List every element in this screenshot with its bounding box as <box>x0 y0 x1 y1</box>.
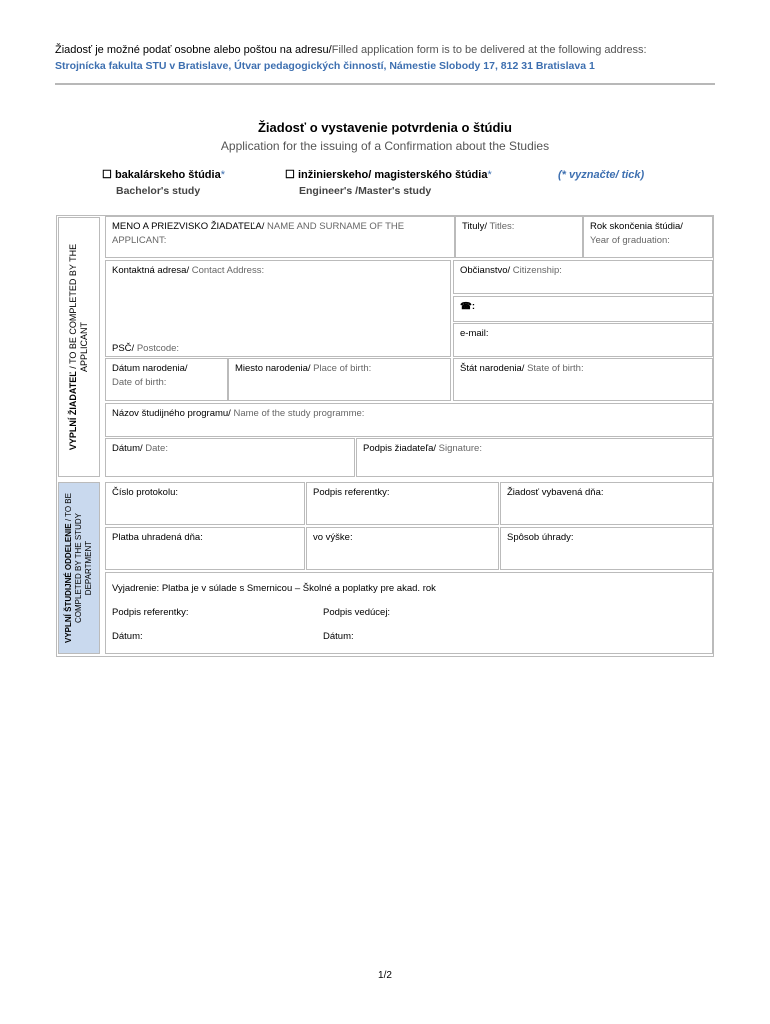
clerk-signature-field[interactable]: Podpis referentky: <box>306 482 499 525</box>
department-label-line3: DEPARTMENT <box>84 540 93 596</box>
payment-date-field[interactable]: Platba uhradená dňa: <box>105 527 305 570</box>
study-programme-field[interactable]: Názov študijného programu/ Name of the study programme: <box>105 403 713 437</box>
department-label-line1: VYPLNÍ ŠTUDIJNÉ ODDELENIE / TO BE <box>64 493 73 643</box>
applicant-section-label <box>58 217 100 477</box>
delivery-instruction <box>55 44 647 56</box>
engineer-label: inžinierskeho/ magisterského štúdia <box>297 169 488 181</box>
document-title-sk: Žiadosť o vystavenie potvrdenia o štúdiu <box>257 120 512 135</box>
payment-amount-field[interactable]: vo výške: <box>306 527 499 570</box>
date-of-birth-field[interactable]: Dátum narodenia/ Date of birth: <box>105 358 228 401</box>
applicant-label-line1: VYPLNÍ ŽIADATEĽ / TO BE COMPLETED BY THE <box>68 243 78 451</box>
bachelor-label-en: Bachelor's study <box>116 185 201 197</box>
required-asterisk: * <box>220 169 225 181</box>
email-field[interactable]: e-mail: <box>453 323 713 357</box>
phone-icon: ☎ <box>460 301 472 312</box>
header-divider <box>55 83 715 85</box>
protocol-number-field[interactable]: Číslo protokolu: <box>105 482 305 525</box>
head-date-label: Dátum: <box>323 631 354 642</box>
engineer-option[interactable] <box>285 168 492 181</box>
phone-field[interactable]: ☎: <box>453 296 713 322</box>
titles-field[interactable]: Tituly/ Titles: <box>455 216 583 258</box>
clerk-signature-label: Podpis referentky: <box>112 607 189 618</box>
delivery-instruction-en: Filled application form is to be delivered at the following address: <box>331 44 647 56</box>
department-label-line2: COMPLETED BY THE STUDY <box>74 513 83 623</box>
graduation-year-field[interactable]: Rok skončenia štúdia/ Year of graduation: <box>583 216 713 258</box>
bachelor-option[interactable] <box>102 168 225 181</box>
citizenship-field[interactable]: Občianstvo/ Citizenship: <box>453 260 713 294</box>
required-asterisk: * <box>487 169 492 181</box>
delivery-address: Strojnícka fakulta STU v Bratislave, Útvar pedagogických činností, Námestie Slobody 17, 812 31 Bratislava 1 <box>55 60 595 72</box>
engineer-checkbox[interactable]: ☐ <box>285 169 295 181</box>
bachelor-checkbox[interactable]: ☐ <box>102 169 112 181</box>
state-of-birth-field[interactable]: Štát narodenia/ State of birth: <box>453 358 713 401</box>
place-of-birth-field[interactable]: Miesto narodenia/ Place of birth: <box>228 358 451 401</box>
payment-method-field[interactable]: Spôsob úhrady: <box>500 527 713 570</box>
delivery-instruction-sk: Žiadosť je možné podať osobne alebo poštou na adresu/ <box>55 44 332 56</box>
page-number: 1/2 <box>378 970 392 981</box>
department-section-label <box>58 482 100 654</box>
postcode-field[interactable]: PSČ/ Postcode: <box>112 343 180 354</box>
applicant-signature-field[interactable]: Podpis žiadateľa/ Signature: <box>356 438 713 477</box>
engineer-label-en: Engineer's /Master's study <box>299 185 432 197</box>
tick-note: (* vyznačte/ tick) <box>558 169 645 181</box>
document-title-en: Application for the issuing of a Confirmation about the Studies <box>220 139 550 153</box>
applicant-date-field[interactable]: Dátum/ Date: <box>105 438 355 477</box>
applicant-name-field[interactable]: MENO A PRIEZVISKO ŽIADATEĽA/ NAME AND SURNAME OF THE APPLICANT: <box>105 216 455 258</box>
contact-address-field[interactable]: Kontaktná adresa/ Contact Address: <box>105 260 451 357</box>
head-signature-label: Podpis vedúcej: <box>323 607 391 618</box>
applicant-label-line2: APPLICANT <box>79 322 89 373</box>
payment-statement: Vyjadrenie: Platba je v súlade s Smernicou – Školné a poplatky pre akad. rok <box>112 583 436 594</box>
bachelor-label: bakalárskeho štúdia <box>114 169 221 181</box>
processed-on-field[interactable]: Žiadosť vybavená dňa: <box>500 482 713 525</box>
clerk-date-label: Dátum: <box>112 631 143 642</box>
